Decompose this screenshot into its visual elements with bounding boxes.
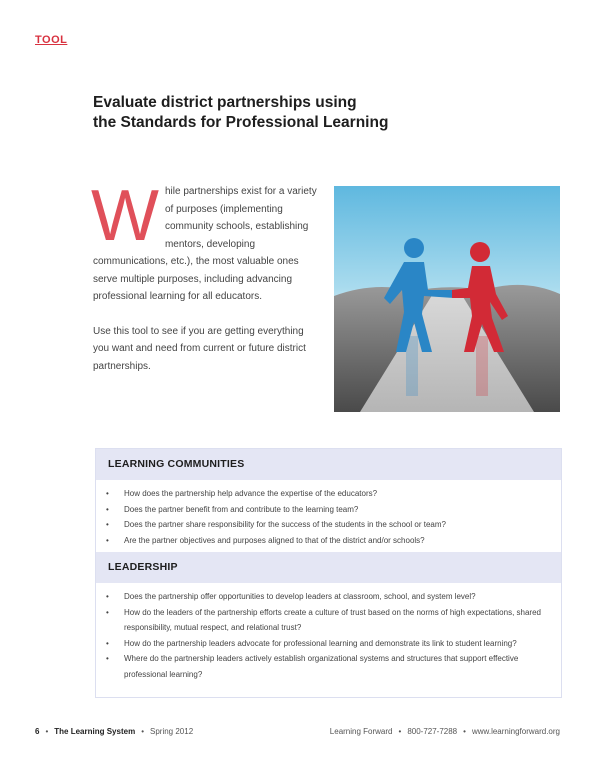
section-leadership [96,552,561,686]
intro-text [91,176,318,392]
intro-paragraph-1: hile partnerships exist for a variety of purposes (implementing community schools, establishing mentors, developing communications, etc.), the most valuable ones serve multiple purposes, including advancing professional learning for all educators. [93,186,317,302]
handshake-illustration [334,186,560,412]
drop-cap: W [91,176,159,256]
list-item: • Does the partner benefit from and contribute to the learning team? [96,502,561,518]
partnership-checklist [95,448,562,698]
title-line-1: Evaluate district partnerships using [93,94,357,111]
list-item: • How do the leaders of the partnership efforts create a culture of trust based on the norms of high expectations, shared responsibility, mutual respect, and relational trust? [96,605,561,636]
page-title [93,93,473,133]
intro-paragraph-2: Use this tool to see if you are getting everything you want and need from current or future district partnerships. [93,325,306,372]
section-heading: LEARNING COMMUNITIES [96,449,561,480]
section-learning-communities [96,449,561,552]
issue-date: Spring 2012 [150,727,194,736]
page-number: 6 [35,727,40,736]
list-item: • Does the partnership offer opportunities to develop leaders at classroom, school, and system level? [96,589,561,605]
list-item: • Where do the partnership leaders actively establish organizational systems and structures that support effective professional learning? [96,651,561,682]
list-item: • Are the partner objectives and purposes aligned to that of the district and/or schools? [96,533,561,549]
publication-name: The Learning System [54,727,136,736]
website-link[interactable]: www.learningforward.org [471,727,560,736]
handshake-image [334,186,560,412]
list-item: • How does the partnership help advance the expertise of the educators? [96,486,561,502]
tool-label: TOOL [35,34,68,46]
phone-number: 800-727-7288 [407,727,458,736]
organization-name: Learning Forward [329,727,393,736]
list-item: • How do the partnership leaders advocate for professional learning and demonstrate its link to student learning? [96,636,561,652]
section-heading: LEADERSHIP [96,552,561,583]
title-line-2: the Standards for Professional Learning [93,114,389,131]
list-item: • Does the partner share responsibility for the success of the students in the school or team? [96,517,561,533]
